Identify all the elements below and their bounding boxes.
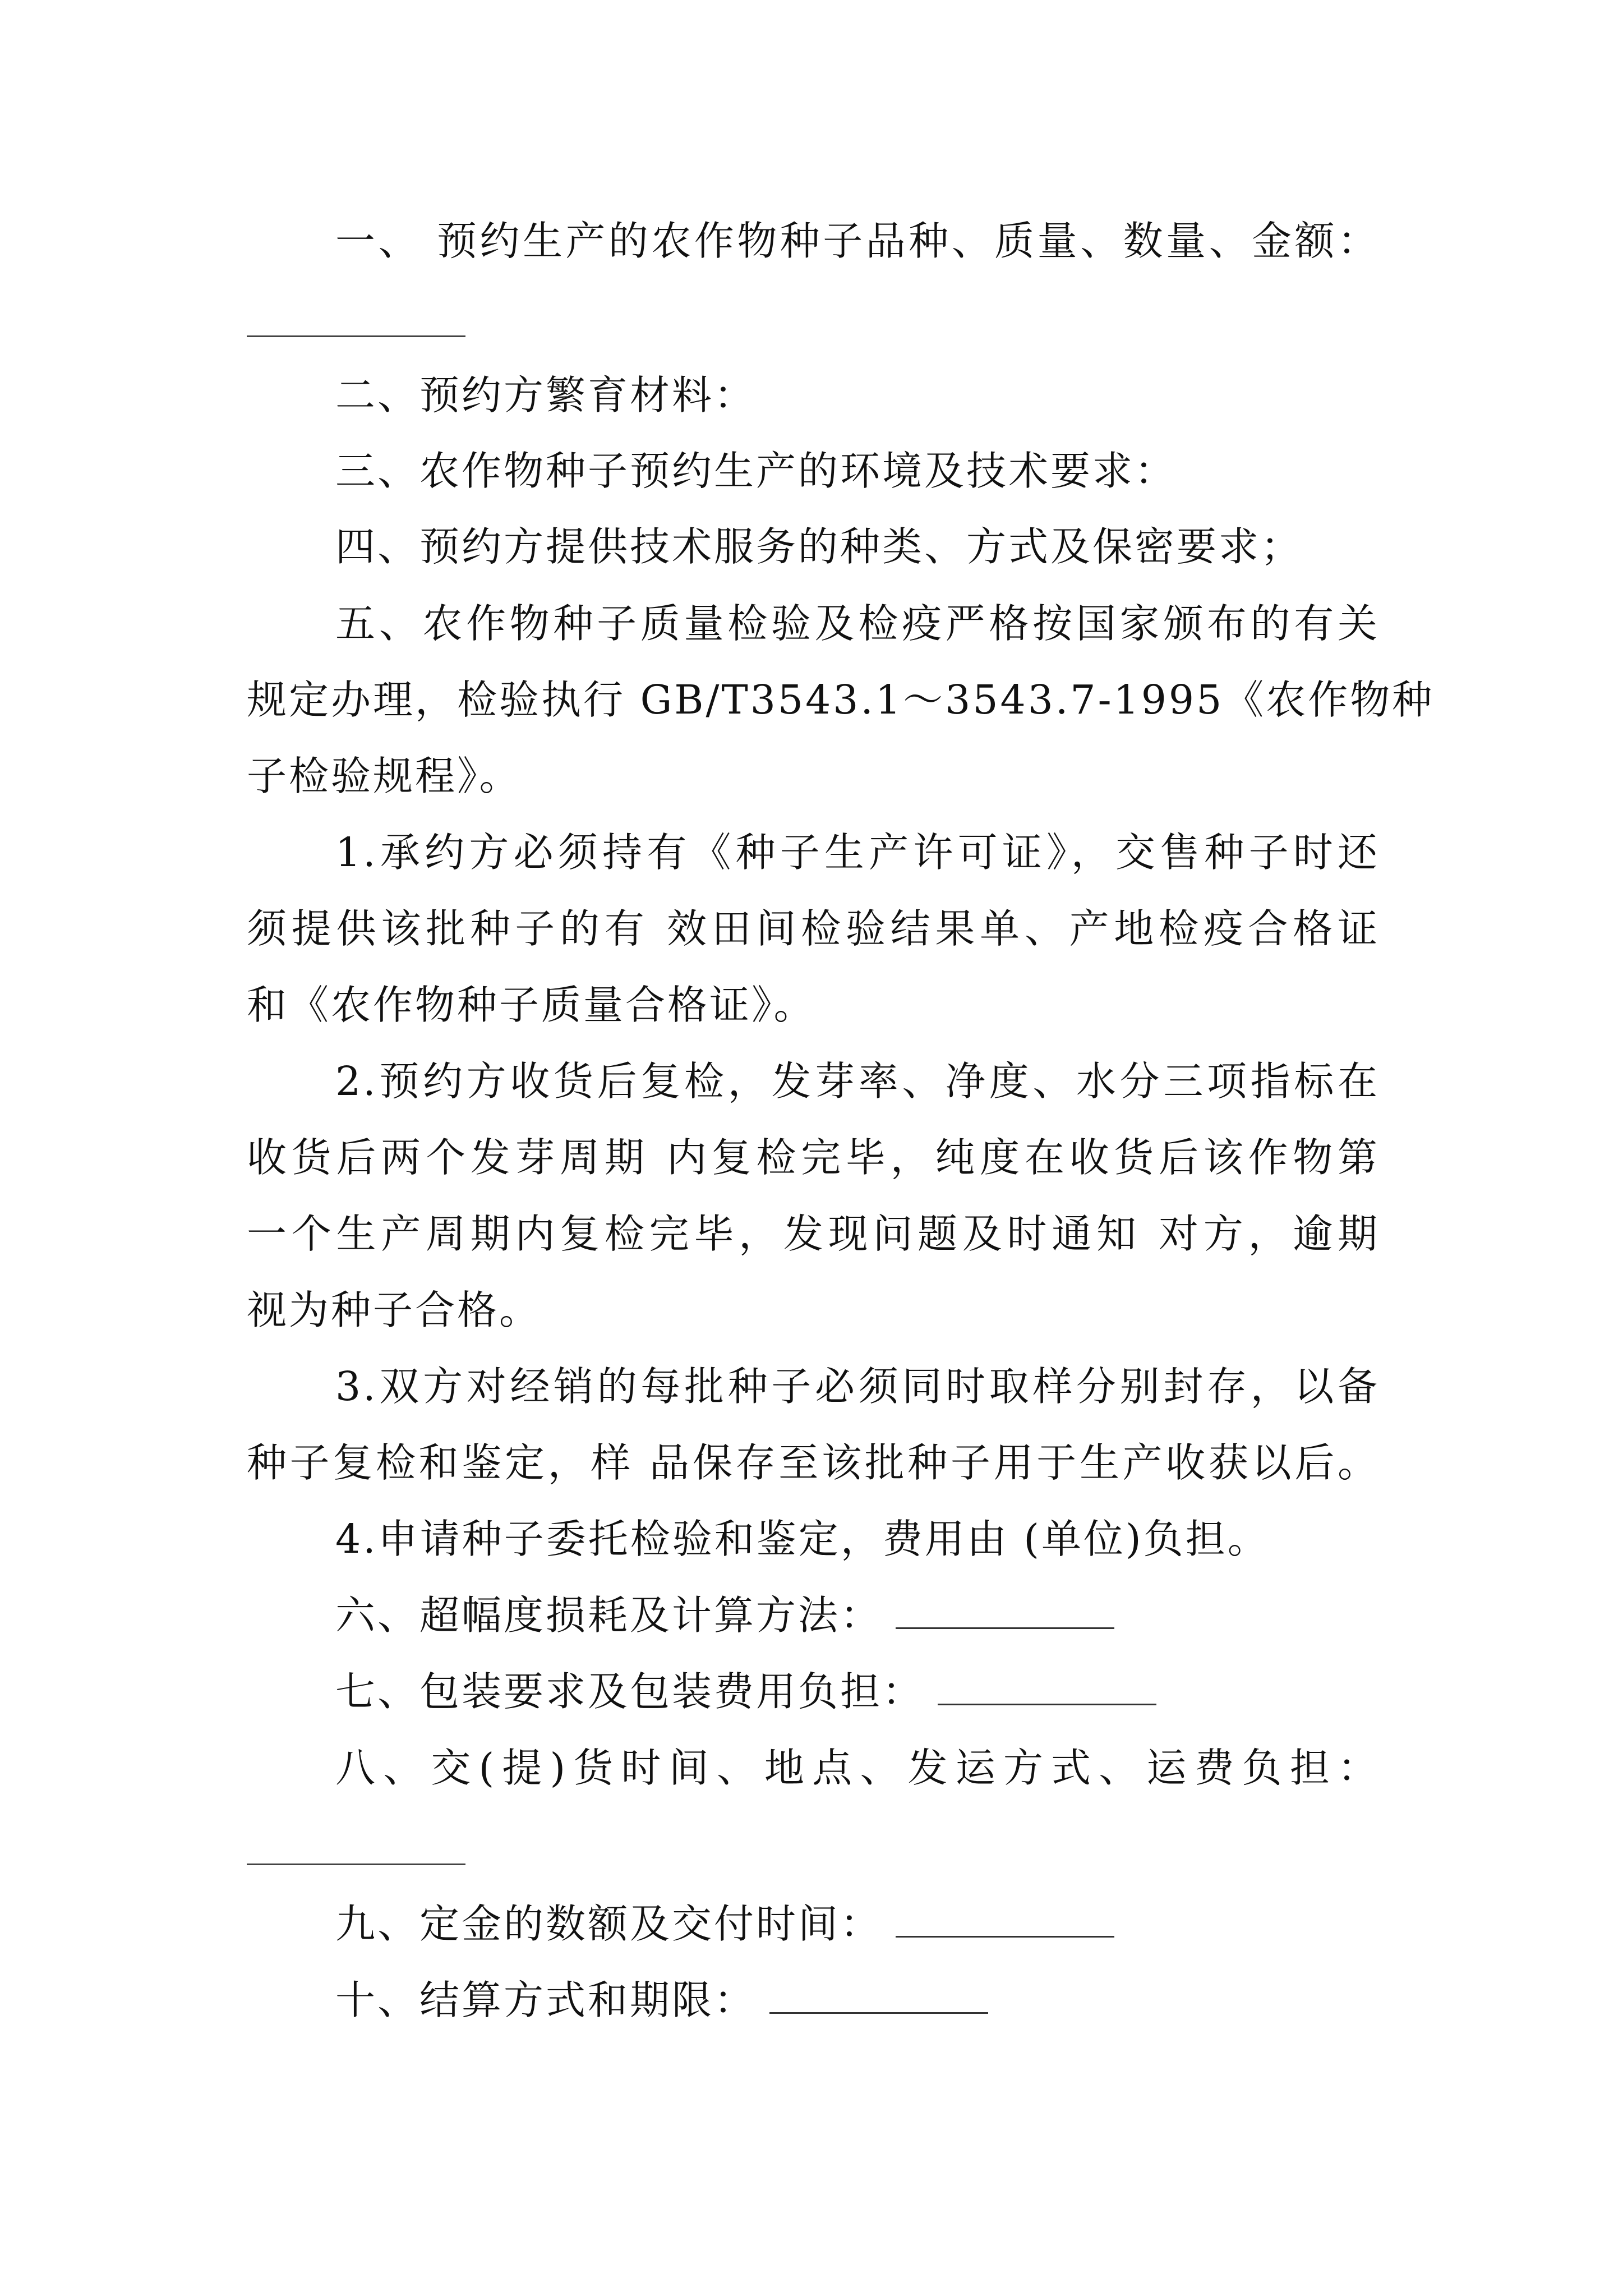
clause-5-line-3: 子检验规程》。 bbox=[247, 753, 522, 799]
clause-6-label: 六、超幅度损耗及计算方法： bbox=[335, 1592, 883, 1639]
clause-7-label: 七、包装要求及包装费用负担： bbox=[335, 1668, 925, 1715]
clause-5-1-line-3: 和《农作物种子质量合格证》。 bbox=[247, 982, 816, 1028]
clause-4: 四、预约方提供技术服务的种类、方式及保密要求； bbox=[335, 523, 1303, 570]
blank-line-clause-10 bbox=[769, 1978, 988, 2014]
clause-3: 三、农作物种子预约生产的环境及技术要求： bbox=[335, 448, 1177, 494]
clause-5-line-2: 规定办理，检验执行 GB/T3543.1～3543.7-1995《农作物种 bbox=[247, 677, 1435, 723]
clause-5-3-line-1: 3.双方对经销的每批种子必须同时取样分别封存，以备 bbox=[335, 1363, 1380, 1410]
clause-9 bbox=[335, 1896, 1114, 1952]
clause-5-2-line-3: 一个生产周期内复检完毕，发现问题及时通知 对方，逾期 bbox=[247, 1211, 1380, 1257]
clause-2: 二、预约方繁育材料： bbox=[335, 372, 757, 418]
clause-5-1-line-2: 须提供该批种子的有 效田间检验结果单、产地检疫合格证 bbox=[247, 905, 1380, 952]
blank-line-clause-9 bbox=[896, 1902, 1114, 1938]
blank-line-clause-6 bbox=[896, 1594, 1114, 1629]
clause-5-2-line-1: 2.预约方收货后复检，发芽率、净度、水分三项指标在 bbox=[335, 1058, 1380, 1105]
clause-5-2-line-2: 收货后两个发芽周期 内复检完毕，纯度在收货后该作物第 bbox=[247, 1134, 1380, 1181]
clause-5-2-line-4: 视为种子合格。 bbox=[247, 1287, 542, 1333]
clause-10-label: 十、结算方式和期限： bbox=[335, 1977, 757, 2023]
clause-7 bbox=[335, 1664, 1156, 1720]
blank-line-clause-7 bbox=[938, 1670, 1156, 1705]
clause-9-label: 九、定金的数额及交付时间： bbox=[335, 1901, 883, 1947]
clause-8: 八、交(提)货时间、地点、发运方式、运费负担： bbox=[335, 1745, 1380, 1791]
clause-1: 一、 预约生产的农作物种子品种、质量、数量、金额： bbox=[335, 218, 1380, 264]
clause-5-1-line-1: 1.承约方必须持有《种子生产许可证》，交售种子时还 bbox=[335, 829, 1380, 876]
clause-5-4: 4.申请种子委托检验和鉴定，费用由 (单位)负担。 bbox=[335, 1516, 1270, 1562]
clause-6 bbox=[335, 1588, 1114, 1644]
clause-5-3-line-2: 种子复检和鉴定，样 品保存至该批种子用于生产收获以后。 bbox=[247, 1439, 1380, 1486]
blank-line-clause-8 bbox=[247, 1864, 465, 1865]
blank-line-clause-1 bbox=[247, 335, 465, 337]
clause-10 bbox=[335, 1972, 988, 2028]
clause-5-line-1: 五、农作物种子质量检验及检疫严格按国家颁布的有关 bbox=[335, 600, 1380, 647]
